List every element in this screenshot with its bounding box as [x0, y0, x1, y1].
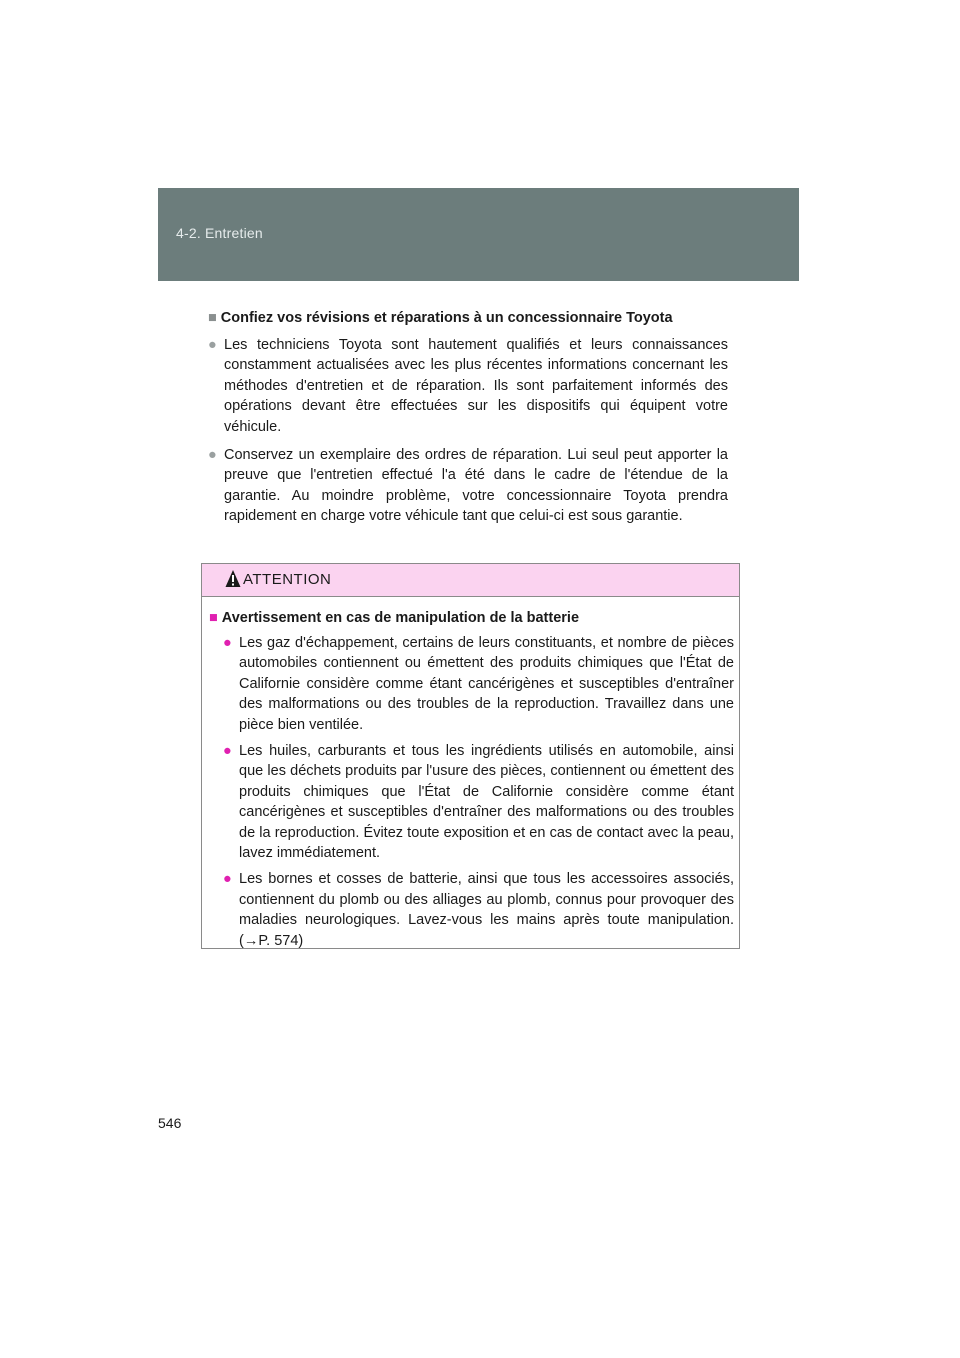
list-item — [208, 445, 728, 527]
main-section — [208, 308, 728, 535]
list-item-text: Conservez un exemplaire des ordres de réparation. Lui seul peut apporter la preuve que l'entretien effectué l'a été dans le cadre de l'étendue de la garantie. Au moindre problème, votre concessionnaire Toyota prendra rapidement en charge votre véhicule tant que celui-ci est sous garantie. — [224, 447, 728, 525]
circle-bullet-icon: ● — [223, 743, 232, 760]
circle-bullet-icon: ● — [223, 635, 232, 651]
circle-bullet-icon: ● — [208, 447, 217, 464]
list-item-text: Les bornes et cosses de batterie, ainsi que tous les accessoires associés, contiennent du plomb ou des alliages au plomb, connus pour provoquer des maladies neurologiques. Lavez-vous les mains après toute manipulation. (→P. 574) — [239, 871, 734, 949]
chapter-title: 4-2. Entretien — [176, 225, 263, 241]
list-item — [223, 741, 734, 863]
list-item-text: Les gaz d'échappement, certains de leurs constituants, et nombre de pièces automobiles contiennent ou émettent des produits chimiques que l'État de Californie considère comme étant cancérigènes et susceptibles d'entraîner des malformations ou des troubles de la reproduction. Travaillez dans une pièce bien ventilée. — [239, 635, 734, 733]
warning-triangle-icon — [225, 569, 241, 589]
section-title — [208, 308, 728, 328]
attention-body — [202, 597, 739, 951]
list-item-text: Les techniciens Toyota sont hautement qualifiés et leurs connaissances constamment actualisées avec les plus récentes informations concernant les méthodes d'entretien et de réparation. Ils sont parfaitement informés des opérations devant être effectuées sur les dispositifs qui équipent votre véhicule. — [224, 337, 728, 435]
chapter-header — [158, 188, 799, 281]
attention-header — [202, 564, 739, 597]
square-bullet-icon: ■ — [208, 310, 217, 326]
attention-label: ATTENTION — [243, 571, 332, 588]
list-item-text: Les huiles, carburants et tous les ingrédients utilisés en automobile, ainsi que les déchets produits par l'usure des pièces, contiennent ou émettent des produits chimiques que l'État de Californie considère comme étant cancérigènes et susceptibles d'entraîner des malformations ou des troubles de la reproduction. Évitez toute exposition et en cas de contact avec la peau, lavez immédiatement. — [239, 743, 734, 862]
list-item — [208, 335, 728, 437]
attention-title — [209, 608, 734, 628]
square-bullet-icon: ■ — [209, 610, 218, 626]
attention-box — [201, 563, 740, 949]
section-title-text: Confiez vos révisions et réparations à un concessionnaire Toyota — [220, 310, 673, 326]
list-item — [223, 869, 734, 951]
attention-title-text: Avertissement en cas de manipulation de la batterie — [221, 610, 580, 626]
circle-bullet-icon: ● — [208, 337, 217, 353]
page-number: 546 — [158, 1115, 182, 1131]
list-item — [223, 633, 734, 735]
circle-bullet-icon: ● — [223, 871, 232, 888]
